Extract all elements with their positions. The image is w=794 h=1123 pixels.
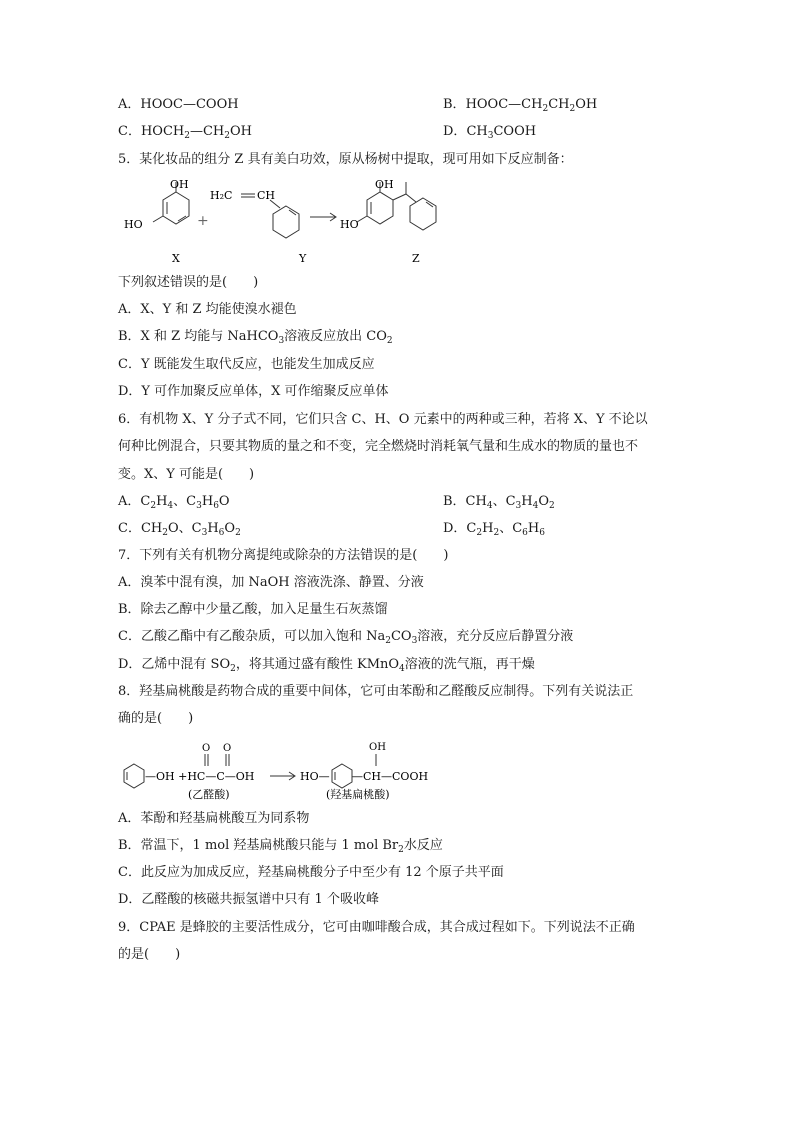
q8-oxygen-1: O	[202, 743, 211, 754]
q5-option-a: A．X、Y 和 Z 均能使溴水褪色	[118, 302, 297, 317]
x-ho-label: HO	[124, 218, 143, 231]
q5-option-b: B．X 和 Z 均能与 NaHCO$_3$溶液反应放出 $CO_2$	[118, 329, 393, 346]
q7-option-d: D．乙烯中混有 $SO_2$，将其通过盛有酸性 KMnO$_4$溶液的洗气瓶，再干燥	[118, 657, 535, 674]
q8-option-a: A．苯酚和羟基扁桃酸互为同系物	[118, 811, 310, 826]
q7-option-c: C．乙酸乙酯中有乙酸杂质，可以加入饱和 $Na_2CO_3$溶液，充分反应后静置分液	[118, 629, 574, 646]
q6-option-d: D．$C_2H_2$、$C_6H_6$	[443, 521, 545, 538]
q6-stem-line-2: 何种比例混合，只要其物质的量之和不变，完全燃烧时消耗氧气量和生成水的物质的量也不	[118, 439, 639, 454]
compound-z-label: Z	[412, 252, 420, 265]
q6-option-c: C．$CH_2O$、$C_3H_6O_2$	[118, 521, 241, 538]
compound-y-label: Y	[299, 252, 307, 265]
plus-sign: +	[197, 213, 209, 229]
q6-option-a: A．$C_2H_4$、$C_3H_6O$	[118, 494, 230, 511]
q8-reactants-text: —OH +HC—C—OH	[145, 770, 255, 783]
q7-stem: 7．下列有关有机物分离提纯或除杂的方法错误的是( )	[118, 548, 449, 563]
q5-option-c: C．Y 既能发生取代反应，也能发生加成反应	[118, 357, 375, 372]
glyoxylic-acid-caption: (乙醛酸)	[188, 788, 230, 801]
q8-product-oh: OH	[369, 742, 386, 753]
q8-product-ho: HO—	[300, 770, 330, 783]
q6-stem-line-1: 6．有机物 X、Y 分子式不同，它们只含 C、H、O 元素中的两种或三种，若将 X、Y 不论以	[118, 412, 648, 427]
q8-option-c: C．此反应为加成反应，羟基扁桃酸分子中至少有 12 个原子共平面	[118, 865, 504, 880]
hydroxymandelic-acid-caption: (羟基扁桃酸)	[326, 788, 390, 801]
q6-stem-line-3: 变。X、Y 可能是( )	[118, 467, 255, 482]
q8-option-b: B．常温下，1 mol 羟基扁桃酸只能与 1 mol $Br_2$水反应	[118, 838, 443, 855]
q5-question: 下列叙述错误的是( )	[118, 275, 259, 290]
compound-x-label: X	[172, 252, 180, 265]
q8-oxygen-2: O	[223, 743, 232, 754]
q7-option-b: B．除去乙醇中少量乙酸，加入足量生石灰蒸馏	[118, 602, 388, 617]
q9-stem-line-2: 的是( )	[118, 947, 181, 962]
q8-option-d: D．乙醛酸的核磁共振氢谱中只有 1 个吸收峰	[118, 892, 379, 907]
x-oh-label: OH	[170, 178, 189, 191]
q8-reaction-scheme	[118, 738, 429, 804]
q5-reaction-scheme	[118, 172, 448, 268]
q4-option-b: B．$HOOC—CH_2CH_2OH$	[443, 97, 598, 114]
q4-option-d: D．$CH_3COOH$	[443, 124, 537, 141]
z-oh-label: OH	[375, 178, 394, 191]
q6-option-b: B．$CH_4$、$C_3H_4O_2$	[443, 494, 555, 511]
q9-stem-line-1: 9．CPAE 是蜂胶的主要活性成分，它可由咖啡酸合成，其合成过程如下。下列说法不正确	[118, 920, 635, 935]
q5-stem: 5．某化妆品的组分 Z 具有美白功效，原从杨树中提取，现可用如下反应制备：	[118, 152, 573, 167]
y-ch-label: CH	[257, 189, 276, 202]
q8-stem-line-1: 8．羟基扁桃酸是药物合成的重要中间体，它可由苯酚和乙醛酸反应制得。下列有关说法正	[118, 684, 634, 699]
q4-option-a: A．HOOC—COOH	[118, 97, 239, 112]
y-h2c-label: H₂C	[210, 189, 233, 202]
q8-product-tail: —CH—COOH	[352, 770, 429, 783]
q4-option-c: C．$HOCH_2—CH_2OH$	[118, 124, 252, 141]
q8-stem-line-2: 确的是( )	[118, 711, 194, 726]
q7-option-a: A．溴苯中混有溴，加 NaOH 溶液洗涤、静置、分液	[118, 575, 424, 590]
z-ho-label: HO	[340, 218, 359, 231]
q5-option-d: D．Y 可作加聚反应单体，X 可作缩聚反应单体	[118, 384, 389, 399]
